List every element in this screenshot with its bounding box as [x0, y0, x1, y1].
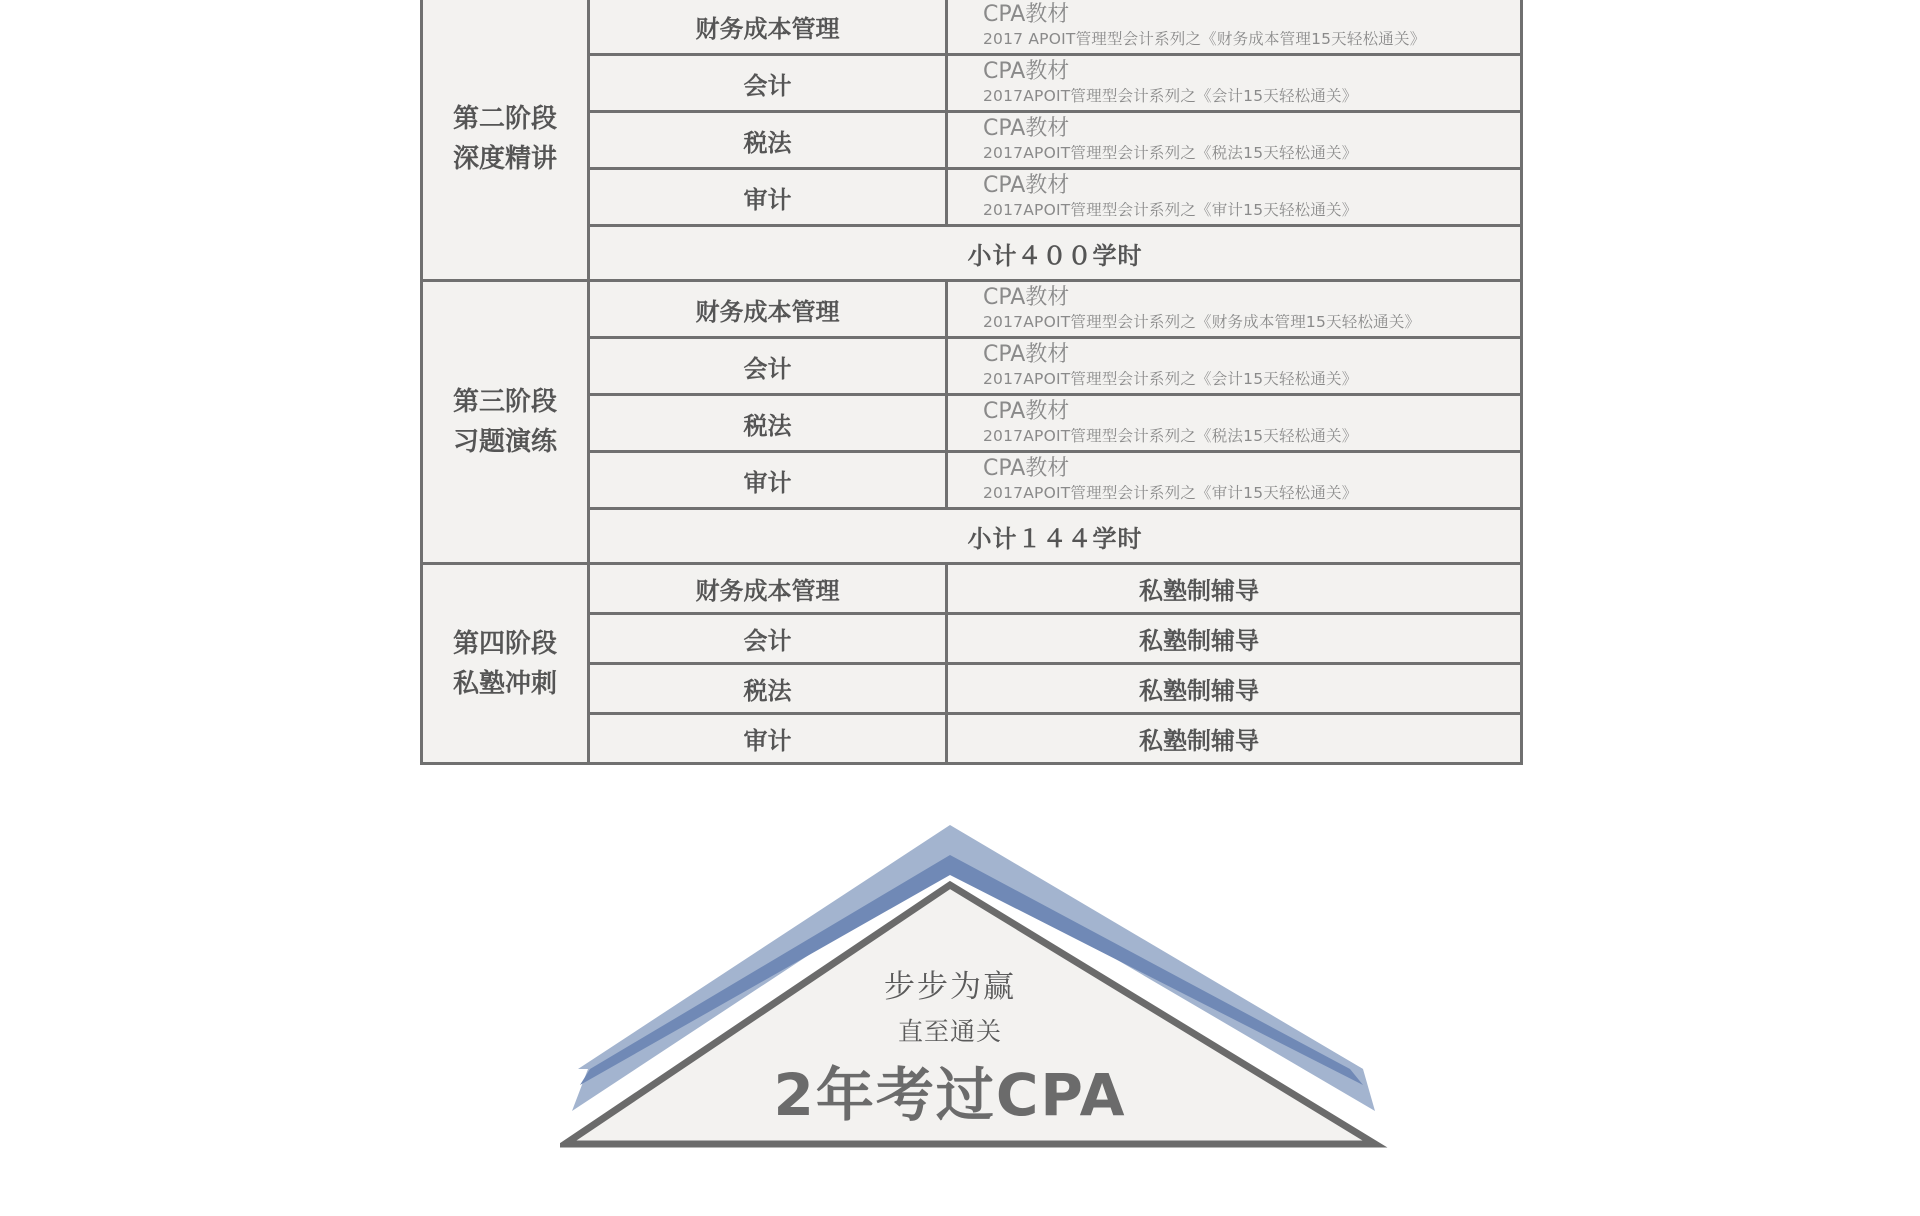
- material-cell: CPA教材 2017APOIT管理型会计系列之《税法15天轻松通关》: [947, 395, 1522, 452]
- material-cell: CPA教材 2017APOIT管理型会计系列之《审计15天轻松通关》: [947, 169, 1522, 226]
- material-cell: CPA教材 2017APOIT管理型会计系列之《会计15天轻松通关》: [947, 338, 1522, 395]
- pyramid-graphic: [560, 825, 1390, 1150]
- material-cell: CPA教材 2017APOIT管理型会计系列之《会计15天轻松通关》: [947, 55, 1522, 112]
- table-row: [422, 564, 1522, 614]
- course-schedule-table: [420, 0, 1523, 765]
- slogan-line2: 直至通关: [897, 1017, 1003, 1046]
- slogan-line1: 步步为赢: [884, 969, 1016, 1005]
- slogan-headline: 2年考过CPA: [773, 1061, 1127, 1129]
- material-cell: CPA教材 2017 APOIT管理型会计系列之《财务成本管理15天轻松通关》: [947, 0, 1522, 55]
- subject-cell: 会计: [589, 338, 947, 395]
- subject-cell: 财务成本管理: [589, 564, 947, 614]
- subtotal-label: 小计１４４学时: [589, 509, 1522, 564]
- stage-label-3: 第三阶段 习题演练: [422, 281, 589, 564]
- material-cell: CPA教材 2017APOIT管理型会计系列之《财务成本管理15天轻松通关》: [947, 281, 1522, 338]
- tutoring-cell: 私塾制辅导: [947, 664, 1522, 714]
- tutoring-cell: 私塾制辅导: [947, 614, 1522, 664]
- subject-cell: 审计: [589, 714, 947, 764]
- subject-cell: 财务成本管理: [589, 0, 947, 55]
- material-cell: CPA教材 2017APOIT管理型会计系列之《审计15天轻松通关》: [947, 452, 1522, 509]
- subject-cell: 会计: [589, 614, 947, 664]
- table-row: [422, 281, 1522, 338]
- subject-cell: 审计: [589, 452, 947, 509]
- subject-cell: 财务成本管理: [589, 281, 947, 338]
- subject-cell: 税法: [589, 112, 947, 169]
- tutoring-cell: 私塾制辅导: [947, 564, 1522, 614]
- subject-cell: 审计: [589, 169, 947, 226]
- subject-cell: 税法: [589, 664, 947, 714]
- stage-label-4: 第四阶段 私塾冲刺: [422, 564, 589, 764]
- subtotal-label: 小计４００学时: [589, 226, 1522, 281]
- tutoring-cell: 私塾制辅导: [947, 714, 1522, 764]
- subject-cell: 税法: [589, 395, 947, 452]
- subject-cell: 会计: [589, 55, 947, 112]
- material-cell: CPA教材 2017APOIT管理型会计系列之《税法15天轻松通关》: [947, 112, 1522, 169]
- table-row: [422, 0, 1522, 55]
- stage-label-2: 第二阶段 深度精讲: [422, 0, 589, 281]
